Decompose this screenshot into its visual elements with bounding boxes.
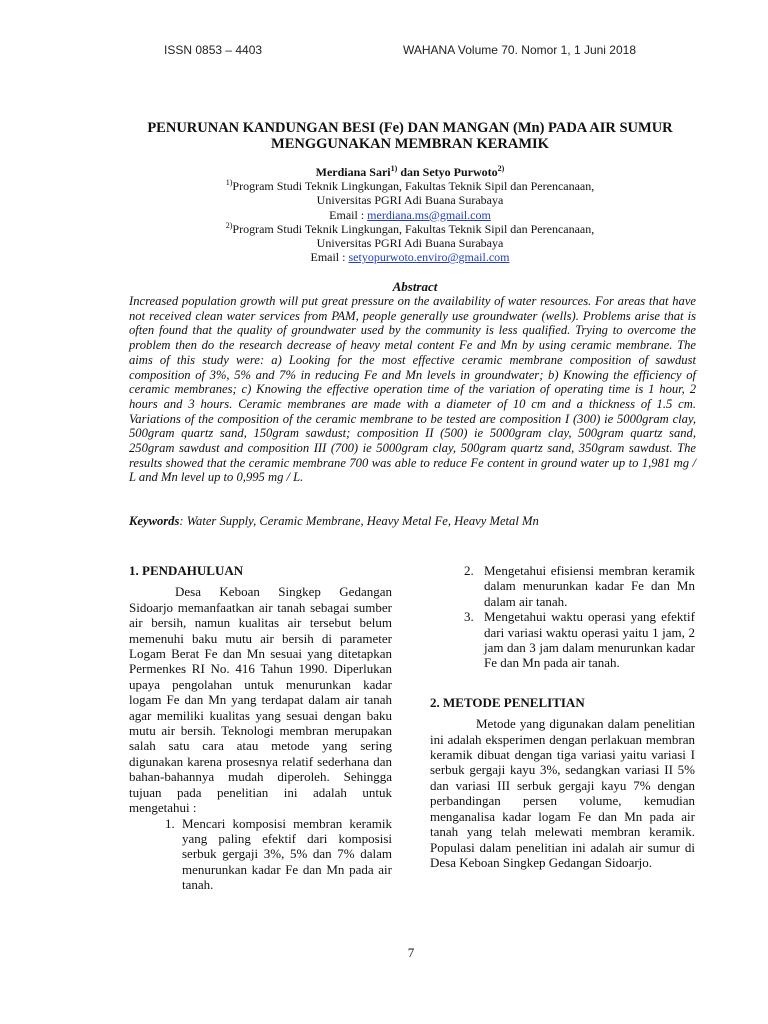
journal-header: WAHANA Volume 70. Nomor 1, 1 Juni 2018 bbox=[403, 43, 637, 57]
affiliation-2-line-1: Program Studi Teknik Lingkungan, Fakultas Teknik Sipil dan Perencanaan, bbox=[232, 221, 595, 236]
list-item bbox=[430, 609, 695, 671]
section-2-heading: 2. METODE PENELITIAN bbox=[430, 694, 585, 710]
author-1: Merdiana Sari bbox=[315, 165, 391, 179]
title-line-1: PENURUNAN KANDUNGAN BESI (Fe) DAN MANGAN (Mn) PADA AIR SUMUR bbox=[147, 120, 673, 136]
affiliation-1-sup: 1) bbox=[225, 178, 233, 188]
email-1-link[interactable]: merdiana.ms@gmail.com bbox=[367, 207, 491, 222]
list-item-number: 2. bbox=[464, 563, 474, 578]
affiliation-2-line-2: Universitas PGRI Adi Buana Surabaya bbox=[316, 236, 504, 251]
affiliation-1 bbox=[100, 179, 720, 193]
page-number: 7 bbox=[407, 945, 415, 960]
keywords-label: Keywords bbox=[129, 514, 180, 528]
author-1-sup: 1) bbox=[390, 164, 398, 173]
section-1-heading: 1. PENDAHULUAN bbox=[129, 563, 244, 578]
objectives-list-part-2 bbox=[430, 563, 695, 671]
email-2-label: Email : bbox=[310, 250, 349, 265]
list-item bbox=[129, 816, 392, 893]
objectives-list-part-1 bbox=[129, 816, 392, 893]
right-column bbox=[430, 563, 695, 870]
issn-header: ISSN 0853 – 4403 bbox=[164, 43, 263, 57]
paper-title bbox=[100, 120, 720, 152]
email-1-row bbox=[100, 208, 720, 222]
affiliation-1-line-1: Program Studi Teknik Lingkungan, Fakultas Teknik Sipil dan Perencanaan, bbox=[232, 179, 595, 194]
section-2-paragraph: Metode yang digunakan dalam penelitian ini adalah eksperimen dengan perlakuan membran keramik dibuat dengan tiga variasi yaitu variasi I serbuk gergaji kayu 3%, sedangkan variasi II 5% dan variasi III serbuk gergaji kayu 7% dengan perbandingan persen volume, kemudian menganalisa kadar logam Fe dan Mn pada air tanah yang telah melewati membran keramik. Populasi dalam penelitian ini adalah air sumur di Desa Keboan Singkep Gedangan Sidoarjo. bbox=[430, 716, 695, 870]
author-separator: dan bbox=[397, 165, 423, 179]
author-2: Setyo Purwoto bbox=[422, 165, 498, 179]
author-block bbox=[100, 165, 720, 264]
email-2-row bbox=[100, 250, 720, 264]
affiliation-2-sup: 2) bbox=[225, 220, 233, 230]
list-item-number: 1. bbox=[165, 815, 175, 831]
title-line-2: MENGGUNAKAN MEMBRAN KERAMIK bbox=[271, 136, 549, 152]
keywords bbox=[129, 514, 696, 529]
list-item bbox=[430, 563, 695, 609]
affiliation-2 bbox=[100, 222, 720, 236]
keywords-list: : Water Supply, Ceramic Membrane, Heavy Metal Fe, Heavy Metal Mn bbox=[179, 514, 539, 528]
list-item-text: Mengetahui waktu operasi yang efektif dari variasi waktu operasi yaitu 1 jam, 2 jam dan 3 jam dalam menurunkan kadar Fe dan Mn pada air tanah. bbox=[484, 609, 695, 671]
author-names bbox=[100, 165, 720, 179]
left-column bbox=[129, 563, 392, 893]
abstract-heading: Abstract bbox=[392, 279, 438, 294]
abstract-text: Increased population growth will put great pressure on the availability of water resources. For areas that have not received clean water services from PAM, people generally use groundwater (wells). Problems arise that is often found that the quality of groundwater used by the community is less qualified. Trying to overcome the problem then do the research decrease of heavy metal content Fe and Mn by using ceramic membrane. The aims of this study were: a) Looking for the most effective ceramic membrane composition of sawdust composition of 3%, 5% and 7% in reducing Fe and Mn levels in groundwater; b) Knowing the efficiency of ceramic membranes; c) Knowing the effective operation time of the variation of operating time is 1 hour, 2 hours and 3 hours. Ceramic membranes are made with a diameter of 10 cm and a thickness of 1.5 cm. Variations of the composition of the ceramic membrane to be tested are composition I (300) ie 5000gram clay, 500gram quartz sand, 150gram sawdust; composition II (500) ie 5000gram clay, 500gram quartz sand, 250gram sawdust and composition III (700) ie 5000gram clay, 500gram quartz sand, 350gram sawdust. The results showed that the ceramic membrane 700 was able to reduce Fe content in ground water up to 1,981 mg / L and Mn level up to 0,995 mg / L. bbox=[129, 294, 696, 485]
author-2-sup: 2) bbox=[497, 164, 505, 173]
list-item-number: 3. bbox=[464, 609, 474, 625]
email-2-link[interactable]: setyopurwoto.enviro@gmail.com bbox=[348, 250, 510, 265]
affiliation-1-line-2: Universitas PGRI Adi Buana Surabaya bbox=[316, 193, 504, 208]
email-1-label: Email : bbox=[329, 207, 368, 222]
section-1-paragraph: Desa Keboan Singkep Gedangan Sidoarjo memanfaatkan air tanah sebagai sumber air bersih, namun kualitas air tersebut belum memenuhi baku mutu air bersih di parameter Logam Berat Fe dan Mn sesuai yang ditetapkan Permenkes RI No. 416 Tahun 1990. Diperlukan upaya pengolahan untuk menurunkan kadar logam Fe dan Mn yang terdapat dalam air tanah agar memiliki kualitas yang sesuai dengan baku mutu air bersih. Teknologi membran merupakan salah satu cara atau metode yang sering digunakan karena prosesnya relatif sederhana dan bahan-bahannya mudah diperoleh. Sehingga tujuan pada penelitian ini adalah untuk mengetahui : bbox=[129, 584, 392, 816]
list-item-text: Mengetahui efisiensi membran keramik dalam menurunkan kadar Fe dan Mn dalam air tanah. bbox=[484, 563, 695, 609]
list-item-text: Mencari komposisi membran keramik yang paling efektif dari komposisi serbuk gergaji 3%, 5% dan 7% dalam menurunkan kadar Fe dan Mn pada air tanah. bbox=[182, 815, 392, 893]
